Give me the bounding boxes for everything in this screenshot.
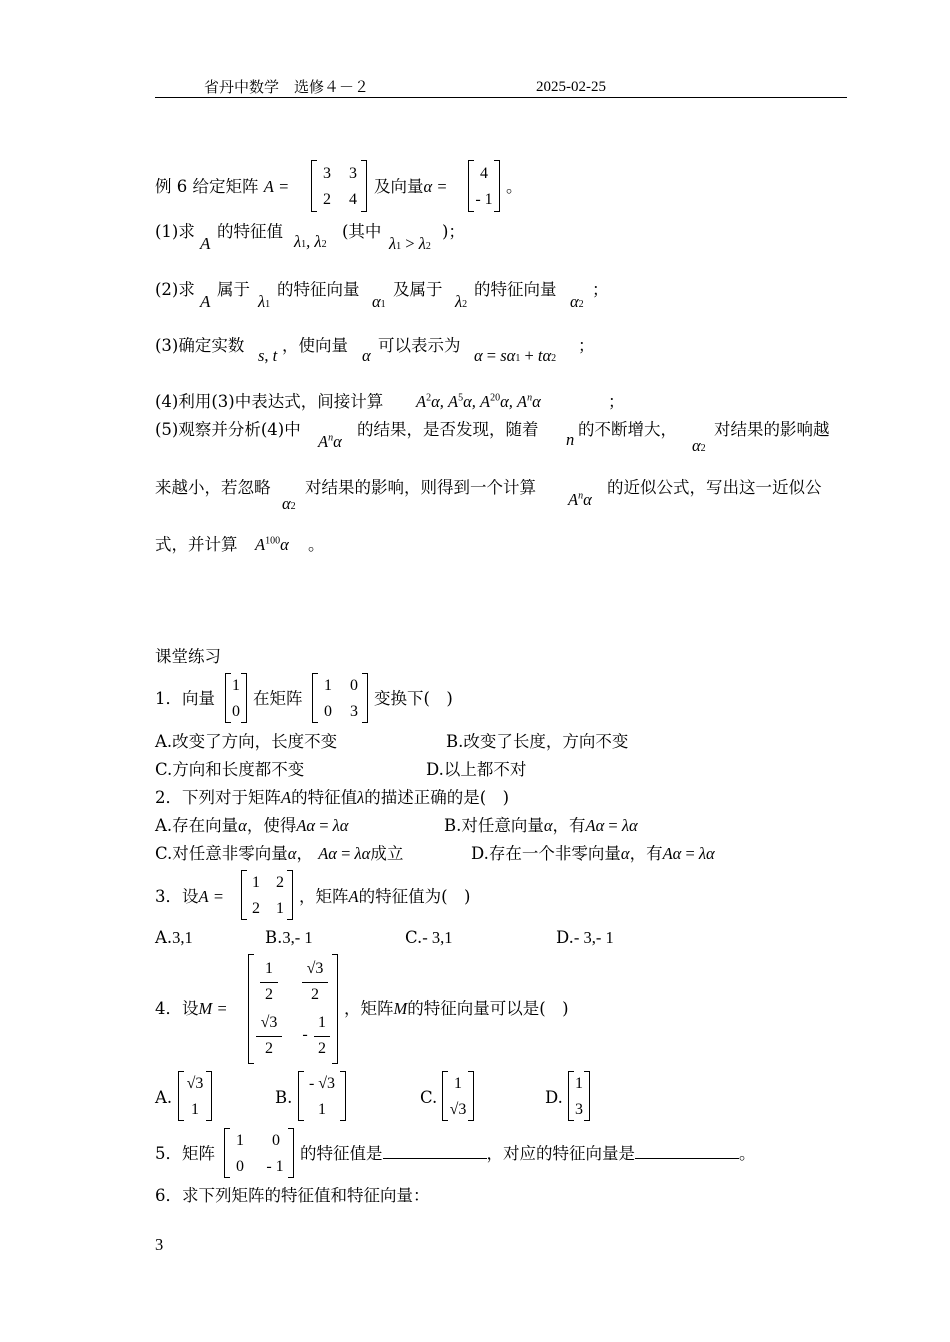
q3-option-a: A.3,1 <box>155 928 193 947</box>
q1-option-d: D.以上都不对 <box>426 760 527 779</box>
matrix-A: 3 3 2 4 <box>311 160 367 212</box>
example-intro-end: 。 <box>506 177 523 196</box>
vector-alpha: 4 - 1 <box>468 160 500 212</box>
q3-a: 3．设A = <box>155 887 224 906</box>
q1-option-c: C.方向和长度都不变 <box>155 760 305 779</box>
q3-option-b: B.3,- 1 <box>265 928 313 947</box>
part-4-powers: $A^2\alpha$, $A^5\alpha$, $A^{20}\alpha$, $A^n\alpha$ <box>416 392 541 411</box>
q2-option-a: A.存在向量α，使得Aα = λα <box>155 816 349 835</box>
q4-b: ，矩阵M的特征向量可以是( ) <box>344 999 569 1018</box>
page-number: 3 <box>155 1235 164 1254</box>
q5-matrix: 1 0 0 - 1 <box>224 1128 294 1178</box>
q3-option-c: C.- 3,1 <box>405 928 453 947</box>
part-5-n: n <box>566 430 575 449</box>
part-2-a: (2)求 <box>155 280 195 299</box>
header-date: 2025-02-25 <box>536 79 606 95</box>
practice-title: 课堂练习 <box>155 647 221 666</box>
part-1-cond: λ1 > λ2 <box>389 234 431 253</box>
part-3-alpha: α <box>362 346 371 365</box>
part-1-c: (其中 <box>342 222 382 241</box>
part-5-f: 对结果的影响，则得到一个计算 <box>305 478 536 497</box>
part-5-Ana2: $A^n\alpha$ <box>568 490 592 509</box>
q4-option-d-vector: 1 3 <box>568 1071 590 1121</box>
q3-option-d: D.- 3,- 1 <box>556 928 614 947</box>
part-1-lambdas: λ1, λ2 <box>294 232 327 251</box>
part-2-d: 及属于 <box>393 280 443 299</box>
part-5-h: 式，并计算 <box>155 535 238 554</box>
part-2-f: ； <box>592 280 609 299</box>
q6-a: 6．求下列矩阵的特征值和特征向量： <box>155 1186 430 1205</box>
part-5-e: 来越小，若忽略 <box>155 478 271 497</box>
q3-b: ，矩阵A的特征值为( ) <box>299 887 471 906</box>
header-title: 省丹中数学 选修４－２ <box>204 78 370 96</box>
part-3-d: ； <box>578 336 595 355</box>
q2-stem: 2．下列对于矩阵A的特征值λ的描述正确的是( ) <box>155 788 510 807</box>
part-2-a2: α2 <box>570 292 584 311</box>
part-5-a2: α2 <box>692 436 706 455</box>
part-3-c: 可以表示为 <box>378 336 461 355</box>
part-3-a: (3)确定实数 <box>155 336 245 355</box>
q4-option-a-vector: √3 1 <box>178 1071 212 1121</box>
part-2-e: 的特征向量 <box>474 280 557 299</box>
q4-matrix <box>248 954 338 1064</box>
q4-frac-3: √3 2 <box>256 1012 282 1060</box>
q1-vector: 1 0 <box>225 673 247 723</box>
example-intro: 例 6 给定矩阵 A = <box>155 177 289 196</box>
part-5-a2b: α2 <box>282 494 296 513</box>
q4-frac-4: 1 2 <box>314 1012 330 1060</box>
part-1-b: 的特征值 <box>217 222 283 241</box>
part-3-st: s, t <box>258 346 278 365</box>
part-1-A: A <box>200 234 211 253</box>
part-5-i: 。 <box>308 535 325 554</box>
q4-option-b-vector: - √3 1 <box>298 1071 346 1121</box>
part-3-expr: α = sα1 + tα2 <box>474 346 557 365</box>
q2-option-c: C.对任意非零向量α， Aα = λα成立 <box>155 844 404 863</box>
part-2-l2: λ2 <box>455 292 468 311</box>
part-2-a1: α1 <box>372 292 386 311</box>
part-4-a: (4)利用(3)中表达式，间接计算 <box>155 392 384 411</box>
part-5-d: 对结果的影响越 <box>714 420 830 439</box>
q4-neg: - <box>302 1026 308 1043</box>
q4-frac-2: √3 2 <box>302 958 328 1006</box>
q4-option-b-label: B. <box>275 1088 293 1107</box>
part-2-b: 属于 <box>217 280 250 299</box>
q4-option-c-label: C. <box>420 1088 438 1107</box>
part-5-A100: $A^{100}\alpha$ <box>255 535 289 554</box>
part-2-l1: λ1 <box>258 292 271 311</box>
q1-c: 变换下( ) <box>374 689 453 708</box>
example-intro-mid: 及向量α = <box>374 177 447 196</box>
q4-option-a-label: A. <box>155 1088 173 1107</box>
part-1-d: )； <box>442 222 465 241</box>
q1-b: 在矩阵 <box>253 689 303 708</box>
q5-a: 5．矩阵 <box>155 1144 215 1163</box>
part-4-b: ； <box>608 392 625 411</box>
part-5-a: (5)观察并分析(4)中 <box>155 420 301 439</box>
q4-option-d-label: D. <box>545 1088 563 1107</box>
q1-matrix: 1 0 0 3 <box>312 673 368 723</box>
q5-blank-eigenvector[interactable] <box>635 1144 739 1159</box>
q5-blank-eigenvalue[interactable] <box>383 1144 487 1159</box>
q4-a: 4．设M = <box>155 999 227 1018</box>
q2-option-b: B.对任意向量α，有Aα = λα <box>444 816 638 835</box>
q5-b: 的特征值是 ，对应的特征向量是 。 <box>300 1144 756 1163</box>
q1-a: 1．向量 <box>155 689 215 708</box>
q3-matrix: 1 2 2 1 <box>241 870 293 920</box>
q2-option-d: D.存在一个非零向量α，有Aα = λα <box>471 844 715 863</box>
part-3-b: ，使向量 <box>282 336 348 355</box>
part-5-g: 的近似公式，写出这一近似公 <box>607 478 822 497</box>
q1-option-a: A.改变了方向，长度不变 <box>155 732 338 751</box>
part-2-c: 的特征向量 <box>277 280 360 299</box>
part-5-Ana: $A^n\alpha$ <box>318 432 342 451</box>
part-2-A: A <box>200 292 211 311</box>
q4-option-c-vector: 1 √3 <box>442 1071 474 1121</box>
part-1: (1)求 <box>155 222 195 241</box>
part-5-c: 的不断增大， <box>578 420 677 439</box>
header-rule <box>155 97 847 98</box>
part-5-b: 的结果，是否发现，随着 <box>357 420 539 439</box>
q1-option-b: B.改变了长度，方向不变 <box>446 732 629 751</box>
q4-frac-1: 1 2 <box>260 958 278 1006</box>
